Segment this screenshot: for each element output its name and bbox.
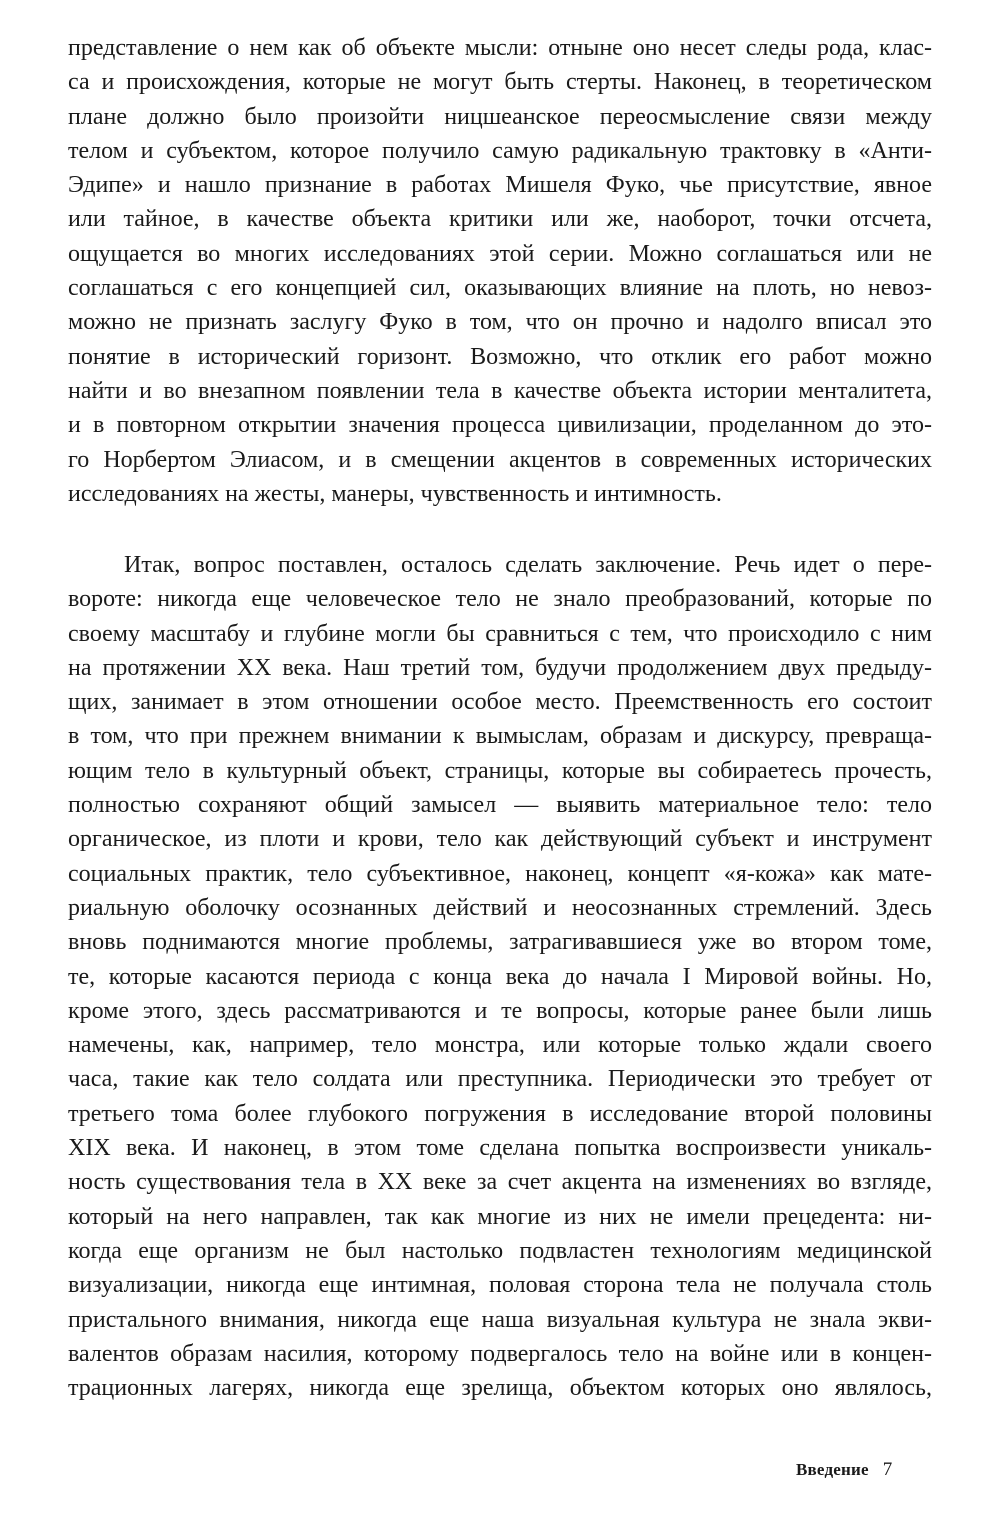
text-line: представление о нем как об объекте мысли: отныне оно несет следы рода, клас- [68, 35, 932, 61]
text-line: ность существования тела в XX веке за счет акцента на изменениях во взгляде, [68, 1169, 932, 1196]
text-line: го Норбертом Элиасом, и в смещении акцентов в современных исторических [68, 446, 932, 473]
text-line: кроме этого, здесь рассматриваются и те вопросы, которые ранее были лишь [68, 997, 932, 1024]
text-line: вороте: никогда еще человеческое тело не знало преобразований, которые по [68, 586, 932, 613]
running-footer [796, 1460, 892, 1480]
paragraph-1 [68, 31, 932, 511]
text-line: щих, занимает в этом отношении особое место. Преемственность его состоит [68, 689, 932, 716]
text-line: органическое, из плоти и крови, тело как действующий субъект и инструмент [68, 826, 932, 853]
page-number: 7 [882, 1459, 893, 1480]
text-line: можно не признать заслугу Фуко в том, что он прочно и надолго вписал это [68, 309, 932, 336]
text-line: который на него направлен, так как многие из них не имели прецедента: ни- [68, 1203, 932, 1230]
text-line: в том, что при прежнем внимании к вымыслам, образам и дискурсу, превраща- [68, 723, 932, 750]
text-line: своему масштабу и глубине могли бы сравниться с тем, что происходило с ним [68, 620, 932, 647]
text-line: социальных практик, тело субъективное, наконец, концепт «я-кожа» как мате- [68, 860, 932, 887]
text-line: и в повторном открытии значения процесса цивилизации, проделанном до это- [68, 412, 932, 439]
text-line: найти и во внезапном появлении тела в качестве объекта истории менталитета, [68, 377, 932, 404]
text-line: трационных лагерях, никогда еще зрелища, объектом которых оно являлось, [68, 1375, 932, 1402]
text-line: когда еще организм не был настолько подвластен технологиям медицинской [68, 1237, 932, 1264]
text-line: XIX века. И наконец, в этом томе сделана попытка воспроизвести уникаль- [68, 1135, 932, 1162]
text-line: на протяжении XX века. Наш третий том, будучи продолжением двух предыду- [68, 654, 932, 681]
text-line: плане должно было произойти ницшеанское переосмысление связи между [68, 103, 932, 130]
text-line: Итак, вопрос поставлен, осталось сделать заключение. Речь идет о пере- [124, 552, 932, 578]
text-line: вновь поднимаются многие проблемы, затрагивавшиеся уже во втором томе, [68, 929, 932, 956]
text-line: ющим тело в культурный объект, страницы, которые вы собираетесь прочесть, [68, 757, 932, 784]
text-line: риальную оболочку осознанных действий и неосознанных стремлений. Здесь [68, 894, 932, 921]
text-line: соглашаться с его концепцией сил, оказывающих влияние на плоть, но невоз- [68, 275, 932, 302]
text-line: полностью сохраняют общий замысел — выявить материальное тело: тело [68, 792, 932, 819]
text-line: те, которые касаются периода с конца века до начала I Мировой войны. Но, [68, 963, 932, 990]
text-line: часа, такие как тело солдата или преступника. Периодически это требует от [68, 1066, 932, 1093]
paragraph-2 [68, 548, 932, 1405]
text-line: са и происхождения, которые не могут быть стерты. Наконец, в теоретическом [68, 69, 932, 96]
text-line: или тайное, в качестве объекта критики или же, наоборот, точки отсчета, [68, 206, 932, 233]
text-line: понятие в исторический горизонт. Возможно, что отклик его работ можно [68, 343, 932, 370]
text-line: третьего тома более глубокого погружения в исследование второй половины [68, 1100, 932, 1127]
text-line: Эдипе» и нашло признание в работах Мишеля Фуко, чье присутствие, явное [68, 172, 932, 199]
section-title: Введение [796, 1460, 869, 1479]
text-line: валентов образам насилия, которому подвергалось тело на войне или в концен- [68, 1340, 932, 1367]
text-line: намечены, как, например, тело монстра, или которые только ждали своего [68, 1032, 932, 1059]
text-line: пристального внимания, никогда еще наша визуальная культура не знала экви- [68, 1306, 932, 1333]
text-line: телом и субъектом, которое получило самую радикальную трактовку в «Анти- [68, 137, 932, 164]
text-line: исследованиях на жесты, манеры, чувственность и интимность. [68, 480, 722, 507]
text-line: ощущается во многих исследованиях этой серии. Можно соглашаться или не [68, 240, 932, 267]
text-line: визуализации, никогда еще интимная, половая сторона тела не получала столь [68, 1272, 932, 1299]
